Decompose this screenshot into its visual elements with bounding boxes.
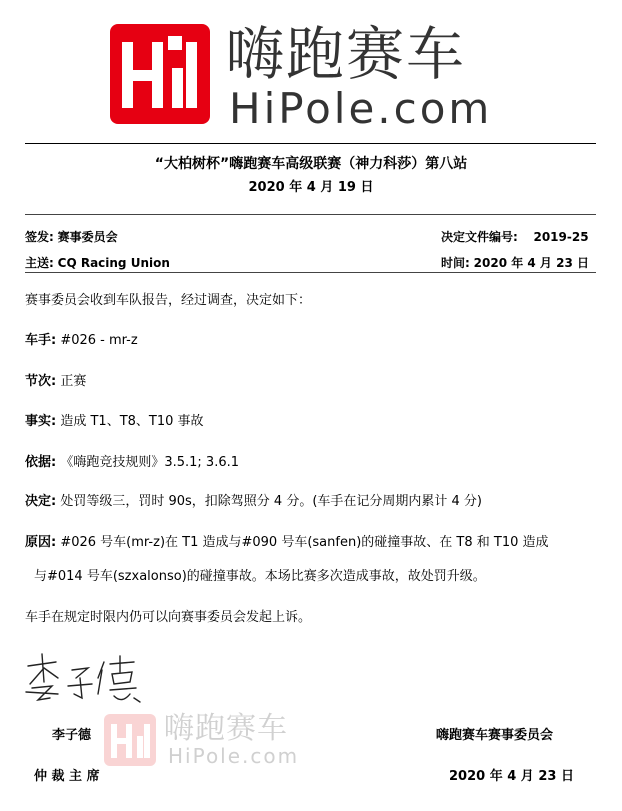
recipient-row [25,254,170,271]
event-title: “大柏树杯”嗨跑赛车高级联赛（神力科莎）第八站 [154,156,468,172]
logo-mark [110,24,210,124]
decision-row [25,490,482,509]
recipient-label: 主送: [25,256,54,270]
decision-label: 决定: [25,494,57,509]
issuer-row [25,228,118,245]
issuer-label: 签发: [25,230,54,244]
reason-line-1: #026 号车(mr-z)在 T1 造成与#090 号车(sanfen)的碰撞事故、在 T8 和 T10 造成 [60,535,549,550]
time-row [441,254,589,271]
reason-line-2: 与#014 号车(szxalonso)的碰撞事故。本场比赛多次造成事故，故处罚升级。 [34,569,486,584]
fact-value: 造成 T1、T8、T10 事故 [60,414,204,429]
hi-logo-icon [110,24,210,124]
event-date: 2020 年 4 月 19 日 [248,180,374,195]
meta-divider-bottom [25,272,596,273]
watermark-logo-icon [104,714,156,766]
driver-row [25,329,138,348]
fact-label: 事实: [25,414,57,429]
intro-text: 赛事委员会收到车队报告，经过调查，决定如下： [25,293,312,308]
fact-row [25,410,204,429]
watermark-english-text: HiPole.com [168,744,300,768]
reason-label: 原因: [25,535,57,550]
issuer-value: 赛事委员会 [57,230,118,244]
driver-value: #026 - mr-z [60,333,138,348]
committee-name: 嗨跑赛车赛事委员会 [436,728,554,743]
logo-english-text: HiPole.com [229,84,493,133]
time-value: 2020 年 4 月 23 日 [473,256,589,270]
header-divider [25,143,596,144]
footer-date: 2020 年 4 月 23 日 [449,769,574,784]
session-value: 正赛 [60,374,87,389]
decision-number-row [441,228,589,245]
time-label: 时间: [441,256,470,270]
logo-chinese-text: 嗨跑赛车 [226,20,467,88]
signer-name: 李子德 [52,728,92,743]
recipient-value: CQ Racing Union [57,256,170,270]
signer-title: 仲 裁 主 席 [34,769,100,784]
basis-row [25,451,239,470]
decision-value: 处罚等级三，罚时 90s，扣除驾照分 4 分。(车手在记分周期内累计 4 分) [60,494,483,509]
session-label: 节次: [25,374,57,389]
watermark-chinese-text: 嗨跑赛车 [164,711,288,746]
driver-label: 车手: [25,333,57,348]
basis-label: 依据: [25,455,57,470]
handwritten-signature [22,648,152,708]
appeal-text: 车手在规定时限内仍可以向赛事委员会发起上诉。 [25,610,312,625]
session-row [25,370,86,389]
decision-number-label: 决定文件编号: [441,230,518,244]
meta-divider-top [25,214,596,215]
reason-row [25,531,549,550]
decision-number-value: 2019-25 [533,230,589,244]
basis-value: 《嗨跑竞技规则》3.5.1; 3.6.1 [60,455,240,470]
